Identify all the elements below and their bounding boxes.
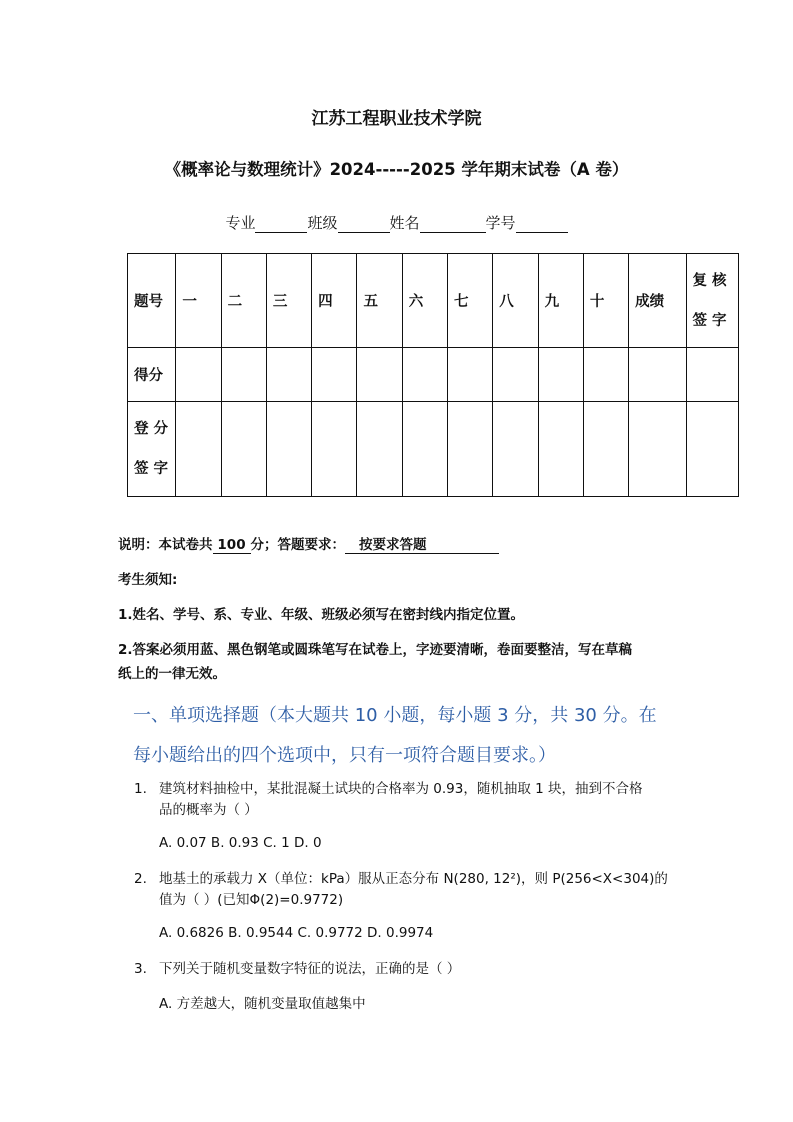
major-label: 专业 xyxy=(225,214,256,232)
question-text-line-2: 品的概率为（ ） xyxy=(159,802,258,818)
section-heading-line-1: 一、单项选择题（本大题共 10 小题，每小题 3 分，共 30 分。在 xyxy=(133,705,657,726)
table-row-score xyxy=(128,348,739,402)
score-cell[interactable] xyxy=(266,348,311,402)
school-name: 江苏工程职业技术学院 xyxy=(311,109,482,129)
score-cell[interactable] xyxy=(493,348,538,402)
col-header-1: 一 xyxy=(176,254,221,348)
question-number: 1. xyxy=(134,781,147,797)
signin-cell[interactable] xyxy=(266,402,311,497)
description-mid: 分；答题要求： xyxy=(250,537,345,553)
score-cell[interactable] xyxy=(312,348,357,402)
question-1-options: A. 0.07 B. 0.93 C. 1 D. 0 xyxy=(159,835,322,851)
score-cell[interactable] xyxy=(357,348,402,402)
question-text-line-1: 建筑材料抽检中，某批混凝土试块的合格率为 0.93，随机抽取 1 块，抽到不合格 xyxy=(159,781,643,797)
total-score: 100 xyxy=(213,537,251,554)
signin-cell[interactable] xyxy=(538,402,583,497)
score-cell[interactable] xyxy=(402,348,447,402)
col-header-6: 六 xyxy=(402,254,447,348)
score-cell[interactable] xyxy=(583,348,628,402)
description-prefix: 说明：本试卷共 xyxy=(118,537,213,553)
name-blank[interactable] xyxy=(420,216,486,233)
notice-rule-1: 1.姓名、学号、系、专业、年级、班级必须写在密封线内指定位置。 xyxy=(118,607,525,623)
review-label-top: 复 核 xyxy=(692,272,727,289)
exam-title: 《概率论与数理统计》2024-----2025 学年期末试卷（A 卷） xyxy=(164,160,629,179)
question-number: 2. xyxy=(134,871,147,887)
student-id-label: 学号 xyxy=(485,214,516,232)
table-row-signin xyxy=(128,402,739,497)
header-cell-score: 得分 xyxy=(128,348,176,402)
signin-cell[interactable] xyxy=(402,402,447,497)
question-number: 3. xyxy=(134,961,147,977)
section-heading-line-2: 每小题给出的四个选项中，只有一项符合题目要求。） xyxy=(133,745,556,766)
student-info-line xyxy=(0,212,793,233)
notice-title: 考生须知: xyxy=(118,572,178,588)
col-header-3: 三 xyxy=(266,254,311,348)
col-header-10: 十 xyxy=(583,254,628,348)
signin-cell[interactable] xyxy=(583,402,628,497)
col-header-4: 四 xyxy=(312,254,357,348)
col-header-5: 五 xyxy=(357,254,402,348)
table-row-question-numbers xyxy=(128,254,739,348)
score-cell[interactable] xyxy=(176,348,221,402)
signin-cell[interactable] xyxy=(629,402,686,497)
notice-rule-2-line-1: 2.答案必须用蓝、黑色钢笔或圆珠笔写在试卷上，字迹要清晰，卷面要整洁，写在草稿 xyxy=(118,642,633,658)
signin-cell[interactable] xyxy=(176,402,221,497)
major-blank[interactable] xyxy=(255,216,307,233)
score-cell[interactable] xyxy=(448,348,493,402)
question-3-option-a: A. 方差越大，随机变量取值越集中 xyxy=(159,996,366,1012)
col-header-8: 八 xyxy=(493,254,538,348)
class-blank[interactable] xyxy=(338,216,390,233)
signin-cell[interactable] xyxy=(357,402,402,497)
signin-cell[interactable] xyxy=(493,402,538,497)
signin-label-top: 登 分 xyxy=(134,421,169,437)
name-label: 姓名 xyxy=(389,214,420,232)
col-header-total: 成绩 xyxy=(629,254,686,348)
class-label: 班级 xyxy=(307,214,338,232)
score-cell[interactable] xyxy=(221,348,266,402)
signin-cell[interactable] xyxy=(448,402,493,497)
exam-description xyxy=(118,533,499,554)
question-text-line-1: 下列关于随机变量数字特征的说法，正确的是（ ） xyxy=(159,961,461,977)
review-label-bottom: 签 字 xyxy=(692,312,727,329)
score-table xyxy=(127,253,739,497)
question-text-line-1: 地基土的承载力 X（单位：kPa）服从正态分布 N(280, 12²)，则 P(256<X<304)的 xyxy=(159,871,668,887)
question-text-line-2: 值为（ ）(已知Φ(2)=0.9772) xyxy=(159,892,344,908)
score-cell[interactable] xyxy=(629,348,686,402)
question-2-options: A. 0.6826 B. 0.9544 C. 0.9772 D. 0.9974 xyxy=(159,925,434,941)
student-id-blank[interactable] xyxy=(516,216,568,233)
signin-label-bottom: 签 字 xyxy=(134,461,169,477)
col-header-review xyxy=(686,254,739,348)
signin-cell[interactable] xyxy=(312,402,357,497)
score-cell[interactable] xyxy=(538,348,583,402)
col-header-2: 二 xyxy=(221,254,266,348)
answer-requirement: 按要求答题 xyxy=(345,533,499,554)
question-2 xyxy=(134,869,679,911)
score-cell[interactable] xyxy=(686,348,739,402)
section-heading xyxy=(133,697,693,775)
notice-rule-2-line-2: 纸上的一律无效。 xyxy=(118,666,226,682)
header-cell-signin xyxy=(128,402,176,497)
col-header-9: 九 xyxy=(538,254,583,348)
question-1 xyxy=(134,779,679,821)
question-3 xyxy=(134,959,679,980)
header-cell-question-no: 题号 xyxy=(128,254,176,348)
col-header-7: 七 xyxy=(448,254,493,348)
signin-cell[interactable] xyxy=(686,402,739,497)
signin-cell[interactable] xyxy=(221,402,266,497)
